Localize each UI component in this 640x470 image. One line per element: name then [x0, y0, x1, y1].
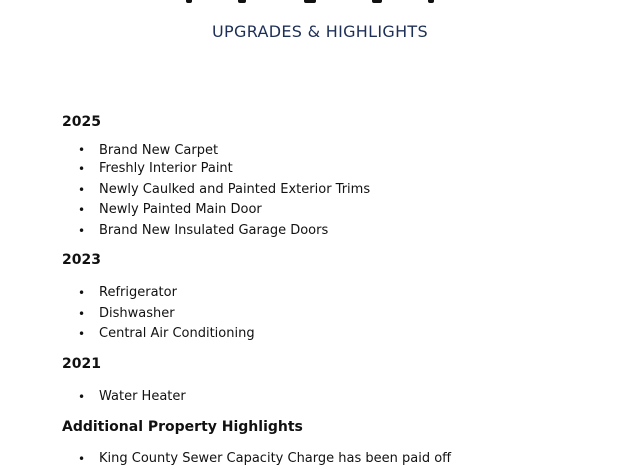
bullet-icon: •: [78, 143, 86, 157]
bullet-icon: •: [78, 327, 86, 341]
bullet-icon: •: [78, 203, 86, 217]
section-heading-2023: 2023: [62, 252, 101, 268]
bullet-icon: •: [78, 182, 86, 197]
section-heading-2025: 2025: [62, 114, 101, 130]
bullet-icon: •: [78, 286, 86, 300]
document-title: UPGRADES & HIGHLIGHTS: [212, 22, 428, 41]
section-heading-additional-highlights: Additional Property Highlights: [62, 419, 303, 435]
bullet-icon: •: [78, 162, 86, 176]
bullet-icon: •: [78, 223, 86, 238]
section-heading-2021: 2021: [62, 356, 101, 372]
bullet-icon: •: [78, 452, 86, 466]
top-cut-off-text: [0, 0, 640, 4]
bullet-icon: •: [78, 306, 86, 321]
bullet-icon: •: [78, 390, 86, 404]
